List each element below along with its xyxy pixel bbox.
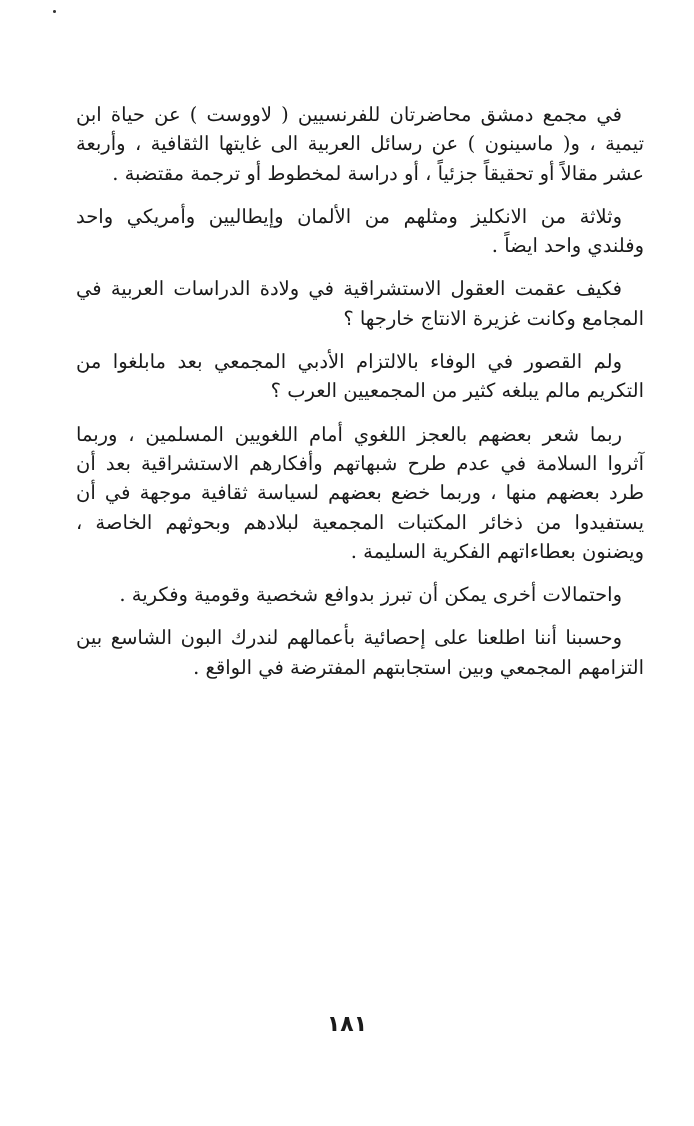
page-number: ١٨١: [326, 1012, 368, 1037]
body-text: [76, 100, 644, 696]
paragraph-4: ولم القصور في الوفاء بالالتزام الأدبي المجمعي بعد مابلغوا من التكريم مالم يبلغه كثير من المجمعيين العرب ؟: [76, 350, 644, 403]
scan-speck: [53, 10, 56, 13]
paragraph-6: واحتمالات أخرى يمكن أن تبرز بدوافع شخصية وقومية وفكرية .: [119, 583, 622, 607]
paragraph-5: ربما شعر بعضهم بالعجز اللغوي أمام اللغويين المسلمين ، وربما آثروا السلامة في عدم طرح شبهاتهم وأفكارهم الاستشراقية بعد أن طرد بعضهم منها ، وربما خضع بعضهم لسياسة ثقافية موجهة في أن يستفيدوا من ذخائر المكتبات المجمعية لبلادهم وبحوثهم الخاصة ، ويضنون بعطاءاتهم الفكرية السليمة .: [76, 422, 644, 563]
paragraph-7: وحسبنا أننا اطلعنا على إحصائية بأعمالهم لندرك البون الشاسع بين التزامهم المجمعي وبين استجابتهم المفترضة في الواقع .: [76, 626, 644, 679]
paragraph-2: وثلاثة من الانكليز ومثلهم من الألمان وإيطاليين وأمريكي واحد وفلندي واحد ايضاً .: [76, 204, 644, 258]
paragraph-3: فكيف عقمت العقول الاستشراقية في ولادة الدراسات العربية في المجامع وكانت غزيرة الانتاج خارجها ؟: [76, 277, 644, 330]
paragraph-1: في مجمع دمشق محاضرتان للفرنسيين ( لاووست ) عن حياة ابن تيمية ، و( ماسينون ) عن رسائل العربية الى غايتها الثقافية ، وأربعة عشر مقالاً أو تحقيقاً جزئياً ، أو دراسة لمخطوط أو ترجمة مقتضبة .: [76, 103, 644, 185]
